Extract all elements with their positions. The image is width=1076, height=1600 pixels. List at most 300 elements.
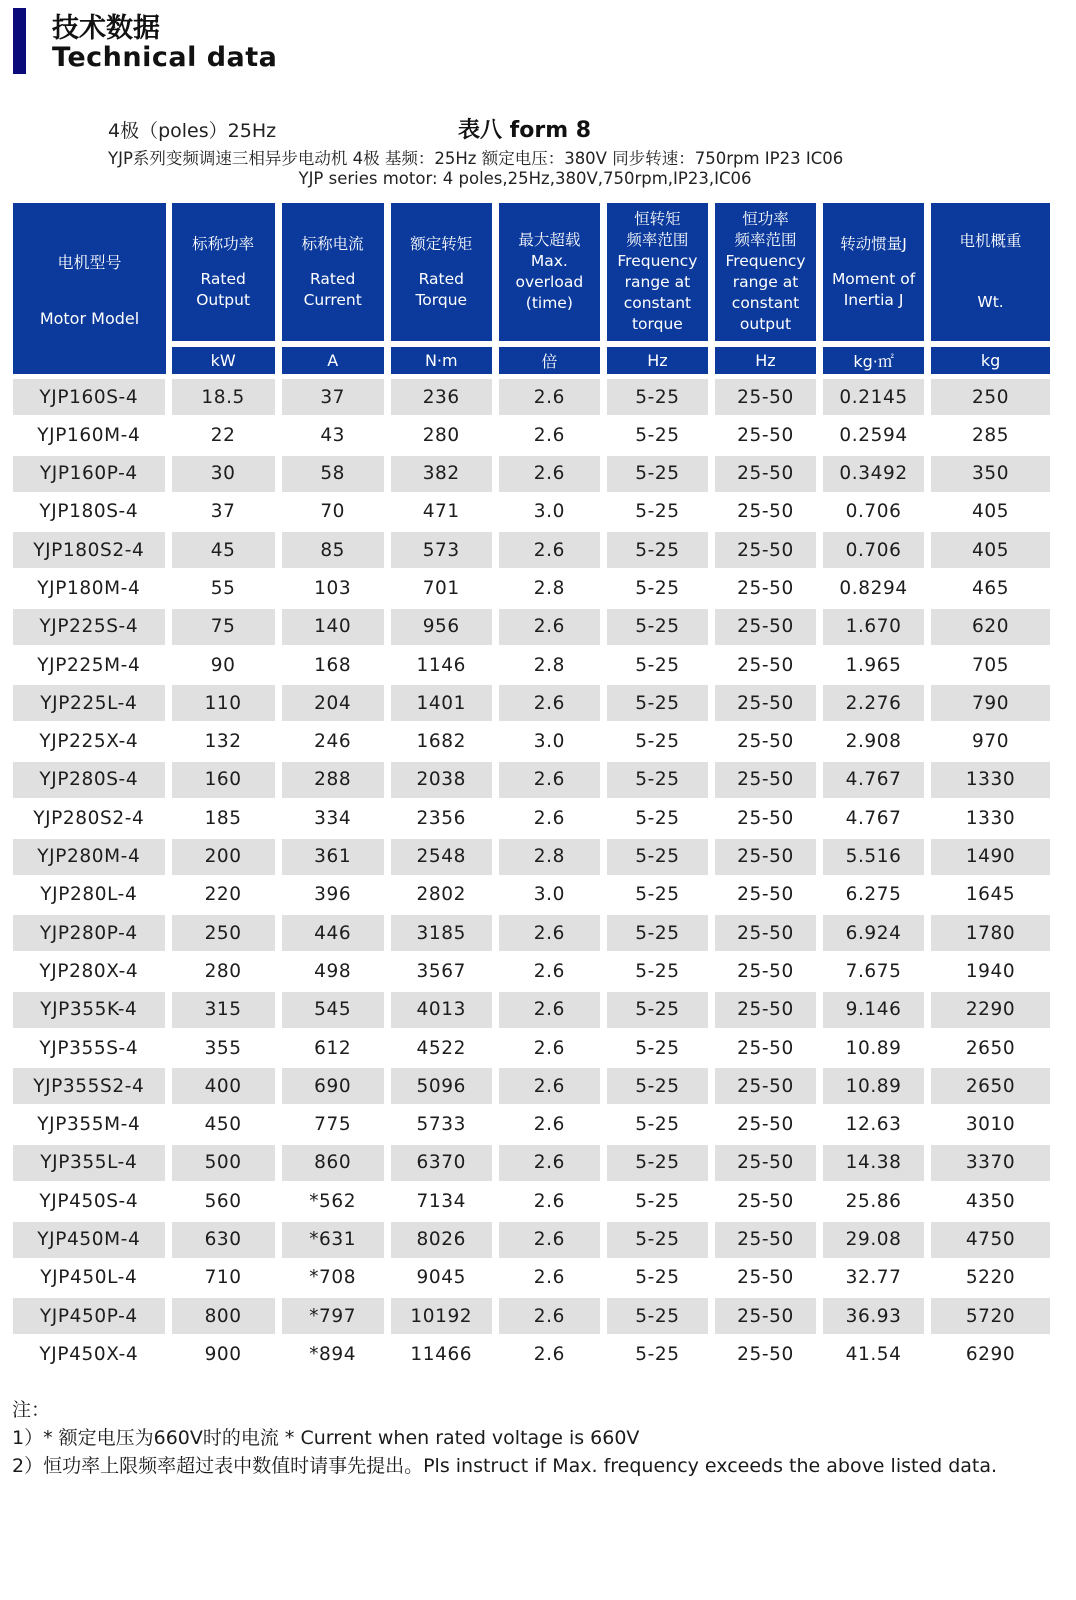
cell-weight: 285 bbox=[972, 424, 1010, 446]
header-cn: 电机概重 bbox=[959, 232, 1022, 250]
cell-weight: 1490 bbox=[931, 839, 1050, 875]
cell-max-overload: 2.6 bbox=[533, 1343, 565, 1365]
cell-inertia: 6.924 bbox=[823, 915, 924, 951]
cell-freq-torque: 5-25 bbox=[607, 839, 708, 875]
cell-weight: 405 bbox=[972, 501, 1010, 523]
cell-inertia: 25.86 bbox=[845, 1190, 902, 1212]
title-accent-bar bbox=[13, 8, 26, 74]
cell-model: YJP450X-4 bbox=[39, 1343, 139, 1365]
cell-model: YJP280M-4 bbox=[13, 839, 165, 875]
cell-freq-output: 25-50 bbox=[737, 731, 794, 753]
table-row bbox=[13, 569, 1050, 607]
cell-freq-output: 25-50 bbox=[715, 1068, 816, 1104]
cell-rated-torque: 471 bbox=[422, 501, 460, 523]
note-2: 2）恒功率上限频率超过表中数值时请事先提出。Pls instruct if Max. frequency exceeds the above listed data. bbox=[12, 1455, 998, 1477]
header-motor-model-cn: 电机型号 bbox=[57, 252, 122, 272]
form-title: 表八 form 8 bbox=[458, 118, 592, 143]
cell-model: YJP225L-4 bbox=[13, 685, 165, 721]
cell-rated-current: 612 bbox=[314, 1037, 352, 1059]
cell-rated-current: 690 bbox=[282, 1068, 384, 1104]
cell-max-overload: 2.6 bbox=[533, 1267, 565, 1289]
cell-rated-current: 140 bbox=[282, 609, 384, 645]
cell-freq-output: 25-50 bbox=[715, 456, 816, 492]
cell-rated-torque: 4013 bbox=[391, 992, 492, 1028]
header-cn: 恒转矩 bbox=[634, 210, 681, 228]
cell-weight: 4350 bbox=[965, 1190, 1016, 1212]
cell-inertia: 14.38 bbox=[823, 1145, 924, 1181]
header-cn: 额定转矩 bbox=[410, 234, 473, 253]
cell-max-overload: 2.6 bbox=[499, 609, 600, 645]
header-en: range at bbox=[624, 273, 691, 291]
cell-freq-output: 25-50 bbox=[715, 1145, 816, 1181]
cell-rated-output: 450 bbox=[204, 1114, 242, 1136]
cell-weight: 2650 bbox=[931, 1068, 1050, 1104]
header-cn: 标称功率 bbox=[192, 234, 255, 253]
cell-freq-output: 25-50 bbox=[737, 807, 794, 829]
cell-model: YJP355S-4 bbox=[39, 1037, 139, 1059]
cell-weight: 4750 bbox=[931, 1222, 1050, 1258]
cell-freq-torque: 5-25 bbox=[607, 685, 708, 721]
cell-max-overload: 2.8 bbox=[533, 577, 565, 599]
cell-freq-output: 25-50 bbox=[715, 1222, 816, 1258]
header-cn: 频率范围 bbox=[734, 231, 797, 249]
cell-freq-output: 25-50 bbox=[737, 1190, 794, 1212]
cell-weight: 350 bbox=[931, 456, 1050, 492]
cell-rated-output: 45 bbox=[172, 532, 275, 568]
cell-freq-output: 25-50 bbox=[715, 1298, 816, 1334]
cell-rated-output: 355 bbox=[204, 1037, 242, 1059]
cell-model: YJP355L-4 bbox=[13, 1145, 165, 1181]
cell-freq-torque: 5-25 bbox=[607, 1145, 708, 1181]
cell-max-overload: 2.6 bbox=[533, 807, 565, 829]
header-en: range at bbox=[732, 273, 799, 291]
header-en: Frequency bbox=[725, 252, 806, 270]
note-1: 1）* 额定电压为660V时的电流 * Current when rated voltage is 660V bbox=[12, 1427, 640, 1449]
cell-freq-torque: 5-25 bbox=[635, 501, 680, 523]
cell-inertia: 10.89 bbox=[823, 1068, 924, 1104]
cell-inertia: 0.8294 bbox=[839, 577, 908, 599]
cell-rated-output: 185 bbox=[204, 807, 242, 829]
cell-rated-output: 90 bbox=[210, 654, 236, 676]
header-en: Max. bbox=[530, 252, 568, 270]
unit-kgm2: kg·㎡ bbox=[823, 347, 924, 374]
cell-rated-output: 560 bbox=[204, 1190, 242, 1212]
cell-freq-output: 25-50 bbox=[737, 654, 794, 676]
cell-max-overload: 2.6 bbox=[499, 1068, 600, 1104]
cell-inertia: 4.767 bbox=[823, 762, 924, 798]
table-row bbox=[13, 952, 1050, 990]
cell-freq-output: 25-50 bbox=[737, 1037, 794, 1059]
table-row bbox=[13, 416, 1050, 454]
table-row bbox=[13, 1067, 1050, 1105]
table-row bbox=[13, 1221, 1050, 1259]
cell-freq-output: 25-50 bbox=[737, 884, 794, 906]
cell-rated-current: *894 bbox=[309, 1343, 357, 1365]
cell-rated-torque: 4522 bbox=[416, 1037, 466, 1059]
table-row bbox=[13, 1182, 1050, 1220]
cell-rated-current: 58 bbox=[282, 456, 384, 492]
cell-weight: 2290 bbox=[931, 992, 1050, 1028]
cell-rated-output: 250 bbox=[172, 915, 275, 951]
header-weight bbox=[931, 203, 1050, 341]
table-row bbox=[13, 1106, 1050, 1144]
cell-freq-output: 25-50 bbox=[715, 762, 816, 798]
cell-model: YJP280S-4 bbox=[13, 762, 165, 798]
cell-rated-output: 75 bbox=[172, 609, 275, 645]
cell-rated-output: 400 bbox=[172, 1068, 275, 1104]
cell-rated-current: 775 bbox=[314, 1114, 352, 1136]
cell-freq-torque: 5-25 bbox=[635, 1114, 680, 1136]
cell-rated-torque: 956 bbox=[391, 609, 492, 645]
cell-model: YJP160S-4 bbox=[13, 379, 165, 415]
table-row bbox=[13, 876, 1050, 914]
cell-weight: 1780 bbox=[931, 915, 1050, 951]
unit-amp: A bbox=[282, 347, 384, 374]
cell-rated-torque: 280 bbox=[422, 424, 460, 446]
cell-rated-output: 18.5 bbox=[172, 379, 275, 415]
cell-weight: 465 bbox=[972, 577, 1010, 599]
table-row bbox=[13, 531, 1050, 569]
cell-inertia: 0.2594 bbox=[839, 424, 908, 446]
cell-rated-current: 334 bbox=[314, 807, 352, 829]
cell-inertia: 32.77 bbox=[845, 1267, 902, 1289]
cell-inertia: 7.675 bbox=[845, 960, 902, 982]
table-row bbox=[13, 1259, 1050, 1297]
header-motor-model bbox=[13, 203, 166, 374]
header-en: (time) bbox=[525, 294, 573, 312]
table-row bbox=[13, 761, 1050, 799]
header-rated-torque bbox=[391, 203, 492, 341]
cell-model: YJP160P-4 bbox=[13, 456, 165, 492]
cell-rated-torque: 1682 bbox=[416, 731, 466, 753]
cell-freq-torque: 5-25 bbox=[635, 1037, 680, 1059]
notes bbox=[12, 1396, 997, 1480]
cell-max-overload: 2.6 bbox=[499, 379, 600, 415]
page-title-en: Technical data bbox=[52, 42, 278, 73]
cell-freq-torque: 5-25 bbox=[635, 807, 680, 829]
cell-rated-torque: 9045 bbox=[416, 1267, 466, 1289]
cell-rated-torque: 6370 bbox=[391, 1145, 492, 1181]
cell-weight: 2650 bbox=[965, 1037, 1016, 1059]
cell-max-overload: 2.8 bbox=[499, 839, 600, 875]
cell-weight: 705 bbox=[972, 654, 1010, 676]
header-en: overload bbox=[515, 273, 584, 291]
subtitle-cn: YJP系列变频调速三相异步电动机 4极 基频：25Hz 额定电压：380V 同步转速：750rpm IP23 IC06 bbox=[108, 149, 844, 168]
cell-weight: 1330 bbox=[931, 762, 1050, 798]
table-row bbox=[13, 799, 1050, 837]
cell-rated-output: 500 bbox=[172, 1145, 275, 1181]
table-header-row bbox=[13, 203, 1050, 341]
cell-rated-output: 55 bbox=[210, 577, 236, 599]
table-row bbox=[13, 493, 1050, 531]
cell-freq-output: 25-50 bbox=[715, 915, 816, 951]
cell-weight: 6290 bbox=[965, 1343, 1016, 1365]
cell-freq-torque: 5-25 bbox=[607, 379, 708, 415]
cell-freq-output: 25-50 bbox=[715, 379, 816, 415]
cell-freq-torque: 5-25 bbox=[607, 1222, 708, 1258]
cell-rated-torque: 3185 bbox=[391, 915, 492, 951]
table-unit-row bbox=[13, 347, 1050, 374]
cell-max-overload: 2.6 bbox=[499, 1145, 600, 1181]
cell-freq-output: 25-50 bbox=[715, 685, 816, 721]
cell-rated-current: 246 bbox=[314, 731, 352, 753]
cell-weight: 3370 bbox=[931, 1145, 1050, 1181]
cell-inertia: 0.706 bbox=[845, 501, 902, 523]
cell-freq-torque: 5-25 bbox=[635, 1343, 680, 1365]
cell-inertia: 36.93 bbox=[823, 1298, 924, 1334]
header-rated-current bbox=[282, 203, 384, 341]
header-motor-model-en: Motor Model bbox=[39, 308, 140, 328]
cell-inertia: 41.54 bbox=[845, 1343, 902, 1365]
cell-model: YJP450S-4 bbox=[39, 1190, 139, 1212]
cell-freq-torque: 5-25 bbox=[635, 577, 680, 599]
header-freq-constant-torque bbox=[607, 203, 708, 341]
table-row bbox=[13, 723, 1050, 761]
cell-inertia: 2.276 bbox=[823, 685, 924, 721]
cell-rated-current: 446 bbox=[282, 915, 384, 951]
cell-rated-output: 110 bbox=[172, 685, 275, 721]
header-max-overload bbox=[499, 203, 600, 341]
unit-times: 倍 bbox=[499, 347, 600, 374]
cell-rated-output: 37 bbox=[210, 501, 236, 523]
cell-rated-current: 860 bbox=[282, 1145, 384, 1181]
cell-rated-output: 220 bbox=[204, 884, 242, 906]
cell-freq-output: 25-50 bbox=[737, 577, 794, 599]
cell-rated-current: 37 bbox=[282, 379, 384, 415]
cell-rated-output: 132 bbox=[204, 731, 242, 753]
cell-model: YJP280L-4 bbox=[40, 884, 138, 906]
header-en: Rated bbox=[200, 269, 246, 288]
cell-rated-torque: 382 bbox=[391, 456, 492, 492]
cell-rated-current: 498 bbox=[314, 960, 352, 982]
cell-rated-torque: 5096 bbox=[391, 1068, 492, 1104]
cell-model: YJP180M-4 bbox=[37, 577, 141, 599]
cell-freq-output: 25-50 bbox=[715, 532, 816, 568]
cell-inertia: 10.89 bbox=[845, 1037, 902, 1059]
unit-kg: kg bbox=[931, 347, 1050, 374]
cell-max-overload: 2.6 bbox=[499, 762, 600, 798]
cell-max-overload: 2.6 bbox=[499, 456, 600, 492]
cell-inertia: 1.670 bbox=[823, 609, 924, 645]
cell-freq-torque: 5-25 bbox=[607, 532, 708, 568]
header-cn: 频率范围 bbox=[626, 231, 689, 249]
cell-weight: 620 bbox=[931, 609, 1050, 645]
poles-line: 4极（poles）25Hz bbox=[108, 120, 277, 142]
cell-freq-torque: 5-25 bbox=[607, 456, 708, 492]
cell-rated-current: 85 bbox=[282, 532, 384, 568]
cell-rated-output: 800 bbox=[172, 1298, 275, 1334]
cell-max-overload: 2.6 bbox=[499, 532, 600, 568]
cell-freq-torque: 5-25 bbox=[635, 1190, 680, 1212]
cell-freq-output: 25-50 bbox=[737, 501, 794, 523]
cell-rated-current: 103 bbox=[314, 577, 352, 599]
cell-rated-current: 361 bbox=[282, 839, 384, 875]
cell-rated-torque: 701 bbox=[422, 577, 460, 599]
cell-freq-output: 25-50 bbox=[715, 992, 816, 1028]
cell-weight: 970 bbox=[972, 731, 1010, 753]
cell-inertia: 1.965 bbox=[845, 654, 902, 676]
cell-freq-output: 25-50 bbox=[715, 839, 816, 875]
cell-freq-output: 25-50 bbox=[715, 609, 816, 645]
cell-max-overload: 2.6 bbox=[533, 424, 565, 446]
cell-weight: 250 bbox=[931, 379, 1050, 415]
cell-rated-current: 43 bbox=[320, 424, 346, 446]
cell-freq-torque: 5-25 bbox=[635, 884, 680, 906]
header-en: constant bbox=[731, 294, 800, 312]
table-row bbox=[13, 1297, 1050, 1335]
cell-inertia: 29.08 bbox=[823, 1222, 924, 1258]
cell-max-overload: 2.6 bbox=[533, 1190, 565, 1212]
header-en: Frequency bbox=[617, 252, 698, 270]
cell-rated-torque: 2038 bbox=[391, 762, 492, 798]
cell-freq-torque: 5-25 bbox=[607, 1068, 708, 1104]
cell-freq-torque: 5-25 bbox=[635, 731, 680, 753]
cell-rated-current: 396 bbox=[314, 884, 352, 906]
cell-weight: 1330 bbox=[965, 807, 1016, 829]
cell-rated-current: 288 bbox=[282, 762, 384, 798]
cell-inertia: 9.146 bbox=[823, 992, 924, 1028]
cell-inertia: 2.908 bbox=[845, 731, 902, 753]
cell-rated-torque: 8026 bbox=[391, 1222, 492, 1258]
header-rated-output bbox=[172, 203, 275, 341]
cell-model: YJP355M-4 bbox=[37, 1114, 141, 1136]
header-en: Rated bbox=[418, 269, 464, 288]
table-row bbox=[13, 991, 1050, 1029]
cell-rated-torque: 2356 bbox=[416, 807, 466, 829]
cell-rated-current: 204 bbox=[282, 685, 384, 721]
unit-kw: kW bbox=[172, 347, 275, 374]
cell-model: YJP280X-4 bbox=[39, 960, 139, 982]
cell-max-overload: 2.6 bbox=[499, 1222, 600, 1258]
cell-rated-output: 710 bbox=[204, 1267, 242, 1289]
header-moment-of-inertia bbox=[823, 203, 924, 341]
cell-rated-output: 315 bbox=[172, 992, 275, 1028]
cell-rated-current: 168 bbox=[314, 654, 352, 676]
cell-inertia: 6.275 bbox=[845, 884, 902, 906]
cell-max-overload: 2.6 bbox=[533, 1114, 565, 1136]
cell-weight: 3010 bbox=[965, 1114, 1016, 1136]
cell-model: YJP355K-4 bbox=[13, 992, 165, 1028]
table-row bbox=[13, 1144, 1050, 1182]
cell-rated-current: *797 bbox=[282, 1298, 384, 1334]
cell-max-overload: 2.6 bbox=[499, 992, 600, 1028]
header-en: Torque bbox=[415, 290, 468, 309]
cell-model: YJP450L-4 bbox=[40, 1267, 138, 1289]
header-freq-constant-output bbox=[715, 203, 816, 341]
cell-rated-current: *631 bbox=[282, 1222, 384, 1258]
table-row bbox=[13, 378, 1050, 416]
cell-model: YJP355S2-4 bbox=[13, 1068, 165, 1104]
cell-rated-torque: 7134 bbox=[416, 1190, 466, 1212]
cell-freq-torque: 5-25 bbox=[635, 424, 680, 446]
header-en: Output bbox=[196, 290, 251, 309]
page-title-cn: 技术数据 bbox=[52, 13, 160, 44]
cell-weight: 790 bbox=[931, 685, 1050, 721]
cell-rated-output: 22 bbox=[210, 424, 236, 446]
cell-max-overload: 2.6 bbox=[499, 1298, 600, 1334]
cell-max-overload: 3.0 bbox=[533, 501, 565, 523]
cell-freq-torque: 5-25 bbox=[607, 1298, 708, 1334]
cell-freq-output: 25-50 bbox=[737, 1343, 794, 1365]
cell-rated-current: 545 bbox=[282, 992, 384, 1028]
cell-freq-torque: 5-25 bbox=[607, 762, 708, 798]
cell-model: YJP280S2-4 bbox=[33, 807, 145, 829]
cell-freq-torque: 5-25 bbox=[607, 915, 708, 951]
subtitle-en: YJP series motor: 4 poles,25Hz,380V,750rpm,IP23,IC06 bbox=[298, 169, 752, 188]
table-body bbox=[13, 378, 1050, 1374]
table-row bbox=[13, 684, 1050, 722]
cell-weight: 405 bbox=[931, 532, 1050, 568]
cell-freq-torque: 5-25 bbox=[635, 654, 680, 676]
header-en: output bbox=[739, 315, 792, 333]
cell-weight: 5220 bbox=[965, 1267, 1016, 1289]
cell-rated-current: *562 bbox=[309, 1190, 357, 1212]
cell-rated-torque: 1146 bbox=[416, 654, 466, 676]
cell-max-overload: 2.8 bbox=[533, 654, 565, 676]
cell-model: YJP225M-4 bbox=[37, 654, 141, 676]
cell-inertia: 4.767 bbox=[845, 807, 902, 829]
header-en: constant bbox=[623, 294, 692, 312]
cell-rated-torque: 1401 bbox=[391, 685, 492, 721]
header-cn: 标称电流 bbox=[301, 234, 364, 253]
cell-weight: 5720 bbox=[931, 1298, 1050, 1334]
header-en: Inertia J bbox=[843, 290, 904, 309]
cell-freq-torque: 5-25 bbox=[635, 960, 680, 982]
cell-model: YJP280P-4 bbox=[13, 915, 165, 951]
cell-rated-output: 160 bbox=[172, 762, 275, 798]
notes-heading: 注： bbox=[12, 1399, 51, 1421]
cell-max-overload: 2.6 bbox=[533, 960, 565, 982]
cell-model: YJP450M-4 bbox=[13, 1222, 165, 1258]
cell-inertia: 0.2145 bbox=[823, 379, 924, 415]
cell-weight: 1940 bbox=[965, 960, 1016, 982]
cell-rated-output: 900 bbox=[204, 1343, 242, 1365]
header-en: Wt. bbox=[977, 293, 1004, 311]
cell-rated-current: *708 bbox=[309, 1267, 357, 1289]
cell-inertia: 0.3492 bbox=[823, 456, 924, 492]
cell-weight: 1645 bbox=[965, 884, 1016, 906]
header-en: Current bbox=[303, 290, 362, 309]
unit-hz: Hz bbox=[607, 347, 708, 374]
cell-model: YJP225S-4 bbox=[13, 609, 165, 645]
header-en: torque bbox=[631, 315, 683, 333]
cell-freq-torque: 5-25 bbox=[607, 992, 708, 1028]
unit-hz: Hz bbox=[715, 347, 816, 374]
cell-rated-torque: 2548 bbox=[391, 839, 492, 875]
cell-rated-torque: 3567 bbox=[416, 960, 466, 982]
cell-freq-output: 25-50 bbox=[737, 424, 794, 446]
cell-inertia: 5.516 bbox=[823, 839, 924, 875]
cell-model: YJP180S2-4 bbox=[13, 532, 165, 568]
header-cn: 转动惯量J bbox=[840, 234, 907, 253]
table-row bbox=[13, 1029, 1050, 1067]
cell-freq-torque: 5-25 bbox=[607, 609, 708, 645]
cell-freq-torque: 5-25 bbox=[635, 1267, 680, 1289]
table-row bbox=[13, 1335, 1050, 1373]
cell-rated-torque: 10192 bbox=[391, 1298, 492, 1334]
table-row bbox=[13, 838, 1050, 876]
table-row bbox=[13, 914, 1050, 952]
technical-data-table bbox=[13, 203, 1050, 1374]
cell-max-overload: 3.0 bbox=[533, 731, 565, 753]
header-cn: 恒功率 bbox=[742, 210, 789, 228]
cell-max-overload: 3.0 bbox=[533, 884, 565, 906]
header-cn: 最大超载 bbox=[518, 231, 581, 249]
table-row bbox=[13, 646, 1050, 684]
cell-max-overload: 2.6 bbox=[499, 915, 600, 951]
cell-freq-output: 25-50 bbox=[737, 1267, 794, 1289]
unit-nm: N·m bbox=[391, 347, 492, 374]
